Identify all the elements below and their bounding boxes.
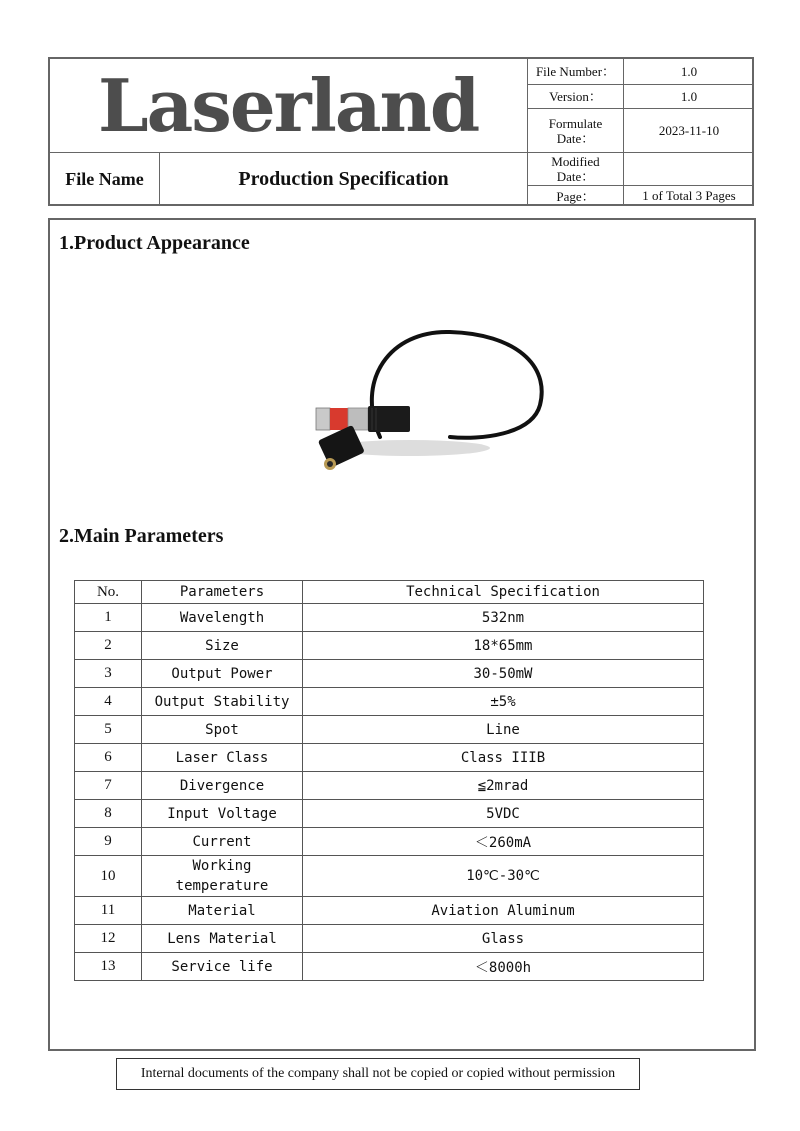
meta-row-formulate-date bbox=[528, 109, 754, 153]
meta-key: Formulate Date： bbox=[528, 109, 624, 152]
row-no: 8 bbox=[75, 800, 142, 828]
file-name-value: Production Specification bbox=[160, 153, 528, 206]
header-parameters: Parameters bbox=[142, 581, 303, 604]
document-header bbox=[48, 57, 754, 206]
table-row bbox=[75, 897, 704, 925]
meta-value: 1 of Total 3 Pages bbox=[642, 188, 736, 203]
table-row bbox=[75, 828, 704, 856]
meta-value bbox=[624, 153, 754, 185]
row-spec: ＜260mA bbox=[303, 828, 704, 856]
meta-key: Modified Date： bbox=[528, 153, 624, 185]
meta-row-page bbox=[528, 186, 754, 206]
section-title-parameters: 2.Main Parameters bbox=[59, 525, 224, 547]
row-spec: ±5% bbox=[303, 688, 704, 716]
row-spec: ≦2mrad bbox=[303, 772, 704, 800]
header-spec: Technical Specification bbox=[303, 581, 704, 604]
row-parameter: Material bbox=[142, 897, 303, 925]
company-logo bbox=[98, 63, 479, 148]
row-no: 5 bbox=[75, 716, 142, 744]
row-spec: 532nm bbox=[303, 604, 704, 632]
row-parameter: Size bbox=[142, 632, 303, 660]
logo-cell bbox=[50, 59, 528, 153]
row-no: 1 bbox=[75, 604, 142, 632]
table-row bbox=[75, 925, 704, 953]
table-row bbox=[75, 953, 704, 981]
row-parameter: Output Stability bbox=[142, 688, 303, 716]
meta-value: 1.0 bbox=[680, 63, 698, 79]
row-parameter: Current bbox=[142, 828, 303, 856]
row-parameter: Laser Class bbox=[142, 744, 303, 772]
row-parameter: Working temperature bbox=[142, 856, 303, 897]
row-no: 7 bbox=[75, 772, 142, 800]
table-row bbox=[75, 716, 704, 744]
row-no: 10 bbox=[75, 856, 142, 897]
table-row bbox=[75, 772, 704, 800]
row-no: 9 bbox=[75, 828, 142, 856]
row-no: 4 bbox=[75, 688, 142, 716]
parameters-table bbox=[74, 580, 704, 981]
row-parameter: Output Power bbox=[142, 660, 303, 688]
table-header-row bbox=[75, 581, 704, 604]
row-spec: 10℃-30℃ bbox=[303, 856, 704, 897]
table-row bbox=[75, 856, 704, 897]
confidentiality-notice: Internal documents of the company shall not be copied or copied without permission bbox=[116, 1058, 640, 1090]
logo-text: Laserland bbox=[98, 63, 479, 148]
meta-row-file-number bbox=[528, 59, 754, 85]
table-row bbox=[75, 688, 704, 716]
row-spec: Class IIIB bbox=[303, 744, 704, 772]
row-parameter: Divergence bbox=[142, 772, 303, 800]
meta-row-version bbox=[528, 85, 754, 109]
meta-key: Page： bbox=[528, 186, 624, 206]
row-spec: 18*65mm bbox=[303, 632, 704, 660]
header-no: No. bbox=[75, 581, 142, 604]
meta-value: 1.0 bbox=[680, 88, 698, 104]
meta-row-modified-date bbox=[528, 153, 754, 186]
row-no: 2 bbox=[75, 632, 142, 660]
meta-value: 2023-11-10 bbox=[658, 122, 720, 138]
meta-key: File Number： bbox=[528, 59, 624, 84]
row-no: 13 bbox=[75, 953, 142, 981]
row-spec: Line bbox=[303, 716, 704, 744]
row-spec: Aviation Aluminum bbox=[303, 897, 704, 925]
row-spec: 5VDC bbox=[303, 800, 704, 828]
table-row bbox=[75, 604, 704, 632]
row-spec: 30-50mW bbox=[303, 660, 704, 688]
content-frame bbox=[48, 218, 756, 1051]
file-name-label: File Name bbox=[50, 153, 160, 206]
table-row bbox=[75, 744, 704, 772]
row-no: 11 bbox=[75, 897, 142, 925]
row-parameter: Service life bbox=[142, 953, 303, 981]
row-no: 6 bbox=[75, 744, 142, 772]
table-row bbox=[75, 660, 704, 688]
row-no: 3 bbox=[75, 660, 142, 688]
row-parameter: Lens Material bbox=[142, 925, 303, 953]
table-row bbox=[75, 632, 704, 660]
section-title-appearance: 1.Product Appearance bbox=[59, 232, 250, 254]
table-row bbox=[75, 800, 704, 828]
row-spec: ＜8000h bbox=[303, 953, 704, 981]
meta-table bbox=[528, 59, 754, 206]
meta-key: Version： bbox=[528, 85, 624, 108]
row-parameter: Spot bbox=[142, 716, 303, 744]
row-no: 12 bbox=[75, 925, 142, 953]
row-parameter: Input Voltage bbox=[142, 800, 303, 828]
product-image bbox=[300, 320, 560, 495]
row-parameter: Wavelength bbox=[142, 604, 303, 632]
row-spec: Glass bbox=[303, 925, 704, 953]
